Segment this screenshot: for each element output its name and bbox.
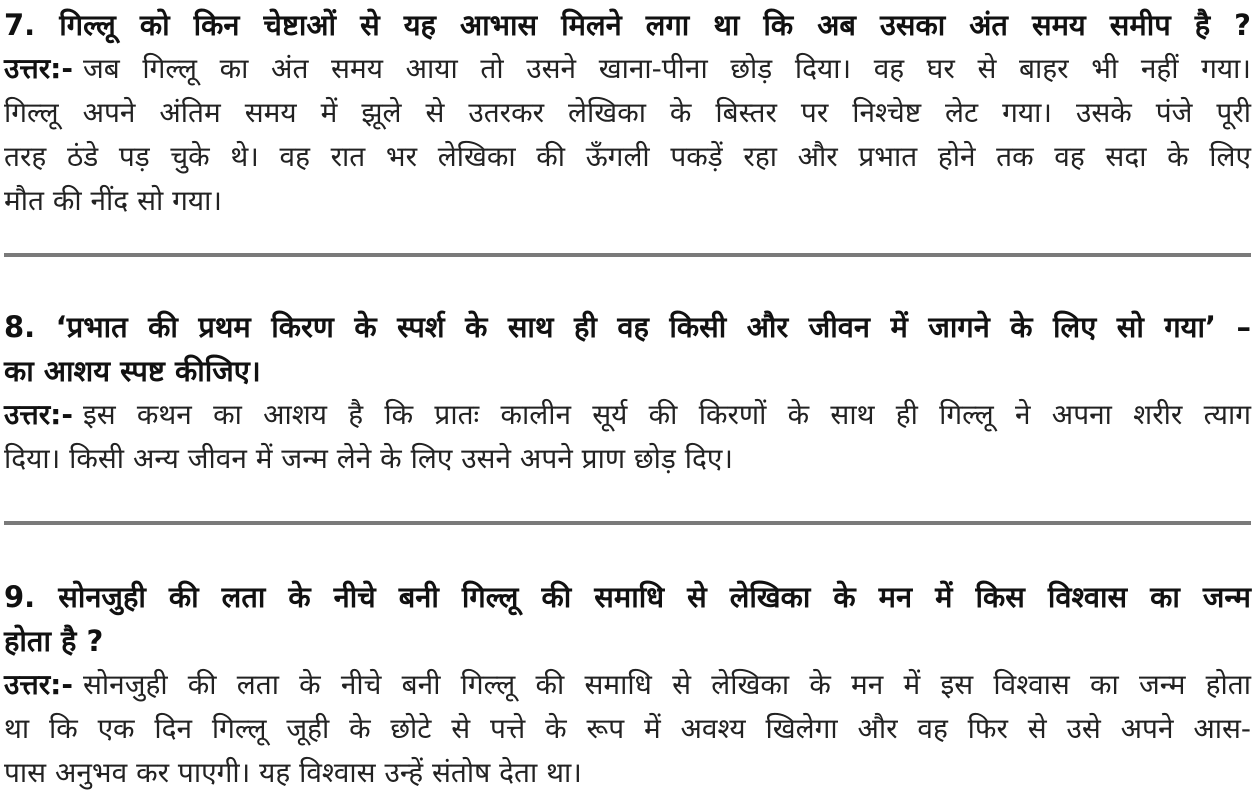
question-line: होता है ? [4, 624, 104, 658]
answer-text: सोनजुही की लता के नीचे बनी गिल्लू की समाधि से लेखिका के मन में इस विश्वास का जन्म होता [82, 668, 1251, 701]
question-heading [4, 305, 1251, 393]
answer-line: मौत की नींद सो गया। [4, 184, 223, 217]
answer-line [4, 663, 1251, 707]
answer-line: था कि एक दिन गिल्लू जूही के छोटे से पत्ते के रूप में अवश्य खिलेगा और वह फिर से उसे अपने आस- [4, 712, 1251, 745]
question-heading [4, 575, 1251, 663]
section-divider [4, 521, 1251, 525]
answer [4, 393, 1251, 481]
qa-section-9 [4, 575, 1251, 795]
qa-section-7 [4, 3, 1251, 223]
answer-line: दिया। किसी अन्य जीवन में जन्म लेने के लिए उसने अपने प्राण छोड़ दिए। [4, 442, 733, 475]
question-heading [4, 3, 1251, 47]
answer-line: पास अनुभव कर पाएगी। यह विश्वास उन्हें संतोष देता था। [4, 756, 582, 789]
question-line: 8. ‘प्रभात की प्रथम किरण के स्पर्श के साथ ही वह किसी और जीवन में जागने के लिए सो गया’ – [4, 310, 1251, 344]
section-divider [4, 253, 1251, 257]
answer-line: गिल्लू अपने अंतिम समय में झूले से उतरकर लेखिका के बिस्तर पर निश्चेष्ट लेट गया। उसके पंजे पूरी [4, 96, 1251, 129]
answer-label: उत्तर:- [4, 52, 73, 85]
answer-line [4, 393, 1251, 437]
qa-section-8 [4, 305, 1251, 481]
question-line: 9. सोनजुही की लता के नीचे बनी गिल्लू की समाधि से लेखिका के मन में किस विश्वास का जन्म [4, 580, 1251, 614]
question-line: का आशय स्पष्ट कीजिए। [4, 354, 261, 388]
question-line: 7. गिल्लू को किन चेष्टाओं से यह आभास मिलने लगा था कि अब उसका अंत समय समीप है ? [4, 8, 1251, 42]
answer [4, 47, 1251, 223]
answer-line [4, 47, 1251, 91]
answer [4, 663, 1251, 795]
answer-line: तरह ठंडे पड़ चुके थे। वह रात भर लेखिका की ऊँगली पकड़ें रहा और प्रभात होने तक वह सदा के लिए [4, 140, 1251, 173]
answer-text: इस कथन का आशय है कि प्रातः कालीन सूर्य की किरणों के साथ ही गिल्लू ने अपना शरीर त्याग [82, 398, 1251, 431]
answer-label: उत्तर:- [4, 668, 73, 701]
answer-text: जब गिल्लू का अंत समय आया तो उसने खाना-पीना छोड़ दिया। वह घर से बाहर भी नहीं गया। [82, 52, 1251, 85]
answer-label: उत्तर:- [4, 398, 73, 431]
